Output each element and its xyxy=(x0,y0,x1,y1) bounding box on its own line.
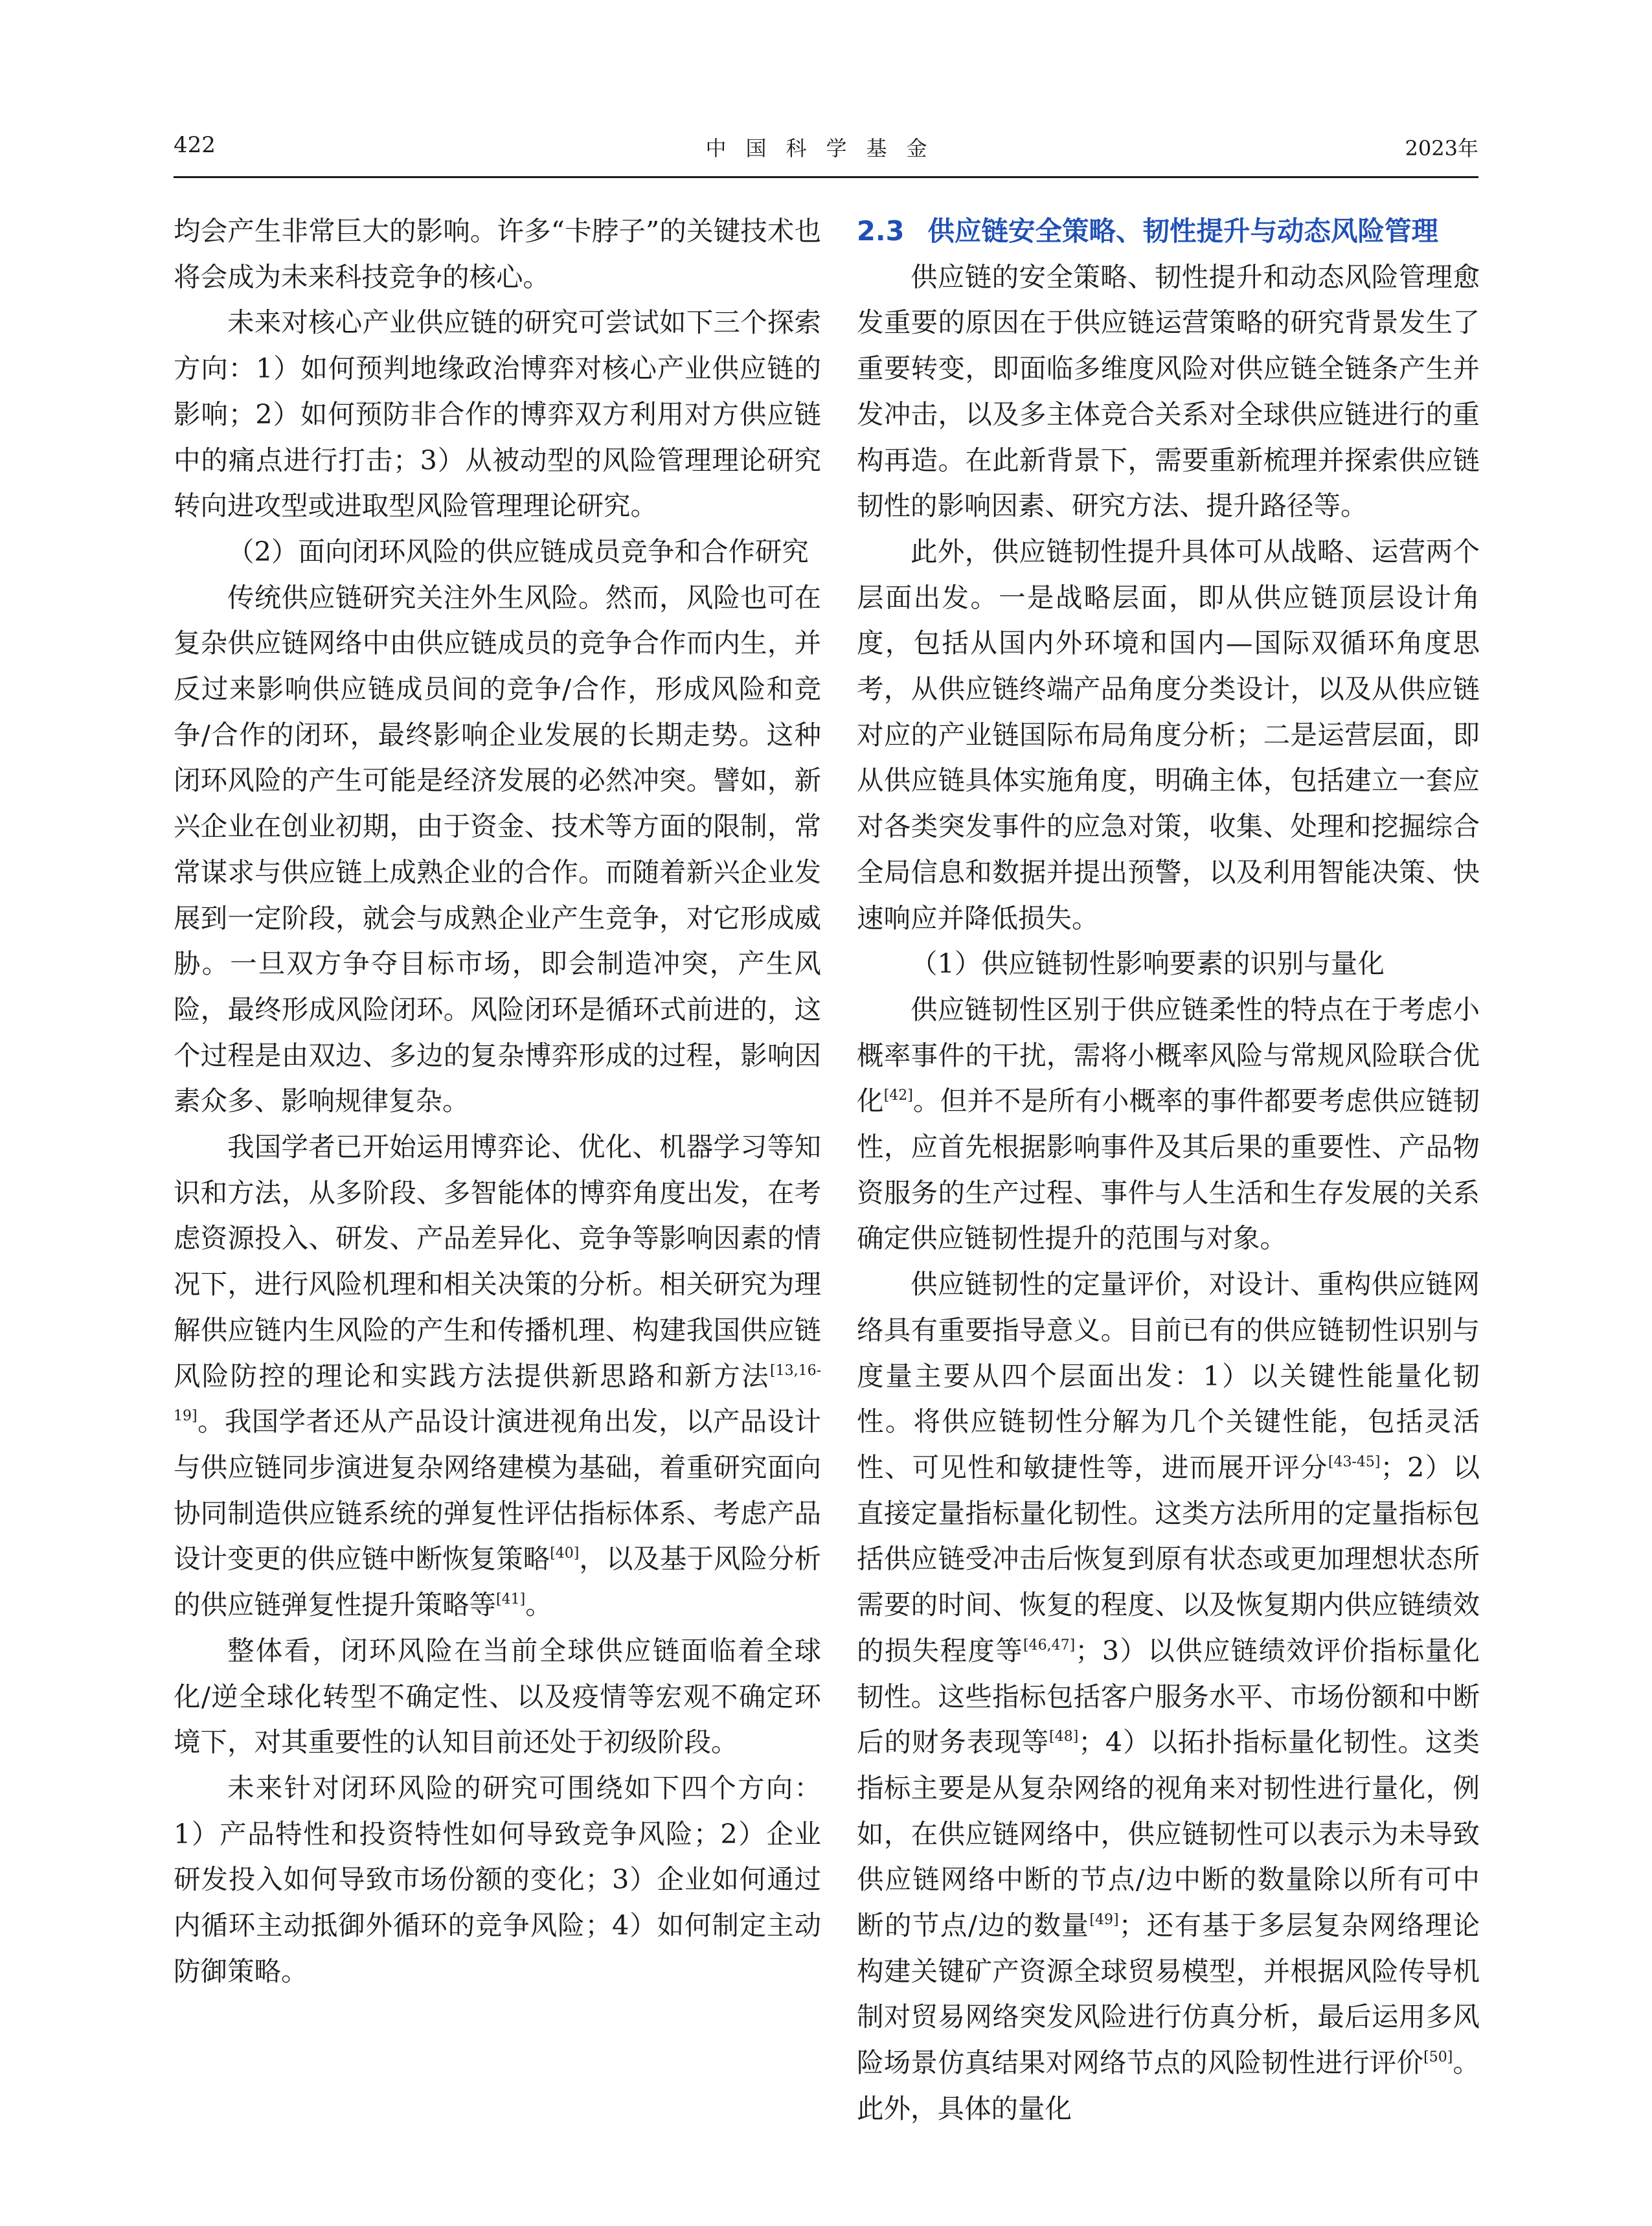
citation: [48] xyxy=(1049,1729,1079,1745)
paragraph: 未来针对闭环风险的研究可围绕如下四个方向：1）产品特性和投资特性如何导致竞争风险；2）企业研发投入如何导致市场份额的变化；3）企业如何通过内循环主动抵御外循环的竞争风险；4）如何制定主动防御策略。 xyxy=(174,1771,821,1987)
text-run: 。 xyxy=(525,1589,552,1621)
text-run: 。此外，具体的量化 xyxy=(857,2047,1480,2124)
publication-year: 2023年 xyxy=(1405,136,1478,161)
text-run: 。但并不是所有小概率的事件都要考虑供应链韧性，应首先根据影响事件及其后果的重要性、产品物资服务的生产过程、事件与人生活和生存发展的关系确定供应链韧性提升的范围与对象。 xyxy=(857,1085,1480,1255)
journal-name: 中国科学基金 xyxy=(705,136,947,161)
page-number: 422 xyxy=(174,132,216,158)
text-run: 供应链韧性区别于供应链柔性的特点在于考虑小概率事件的干扰，需将小概率风险与常规风险联合优化 xyxy=(857,993,1480,1117)
text-run: 。我国学者还从产品设计演进视角出发，以产品设计与供应链同步演进复杂网络建模为基础，着重研究面向协同制造供应链系统的弹复性评估指标体系、考虑产品设计变更的供应链中断恢复策略 xyxy=(174,1405,821,1575)
section-number: 2.3 xyxy=(857,215,905,247)
text-run: ；3）以供应链绩效评价指标量化韧性。这些指标包括客户服务水平、市场份额和中断后的财务表现等 xyxy=(857,1634,1480,1758)
paragraph: 供应链的安全策略、韧性提升和动态风险管理愈发重要的原因在于供应链运营策略的研究背景发生了重要转变，即面临多维度风险对供应链全链条产生并发冲击，以及多主体竞合关系对全球供应链进行的重构再造。在此新背景下，需要重新梳理并探索供应链韧性的影响因素、研究方法、提升路径等。 xyxy=(857,260,1480,522)
paragraph: 此外，供应链韧性提升具体可从战略、运营两个层面出发。一是战略层面，即从供应链顶层设计角度，包括从国内外环境和国内—国际双循环角度思考，从供应链终端产品角度分类设计，以及从供应链对应的产业链国际布局角度分析；二是运营层面，即从供应链具体实施角度，明确主体，包括建立一套应对各类突发事件的应急对策，收集、处理和挖掘综合全局信息和数据并提出预警，以及利用智能决策、快速响应并降低损失。 xyxy=(857,535,1480,934)
text-run: 我国学者已开始运用博弈论、优化、机器学习等知识和方法，从多阶段、多智能体的博弈角度出发，在考虑资源投入、研发、产品差异化、竞争等影响因素的情况下，进行风险机理和相关决策的分析。相关研究为理解供应链内生风险的产生和传播机理、构建我国供应链风险防控的理论和实践方法提供新思路和新方法 xyxy=(174,1131,821,1392)
paragraph: 未来对核心产业供应链的研究可尝试如下三个探索方向：1）如何预判地缘政治博弈对核心产业供应链的影响；2）如何预防非合作的博弈双方利用对方供应链中的痛点进行打击；3）从被动型的风险管理理论研究转向进攻型或进取型风险管理理论研究。 xyxy=(174,306,821,522)
right-column xyxy=(857,209,1480,2132)
citation: [42] xyxy=(883,1087,913,1104)
citation: [13,16-19] xyxy=(174,1362,821,1425)
subsection-heading: （1）供应链韧性影响要素的识别与量化 xyxy=(911,948,1385,980)
paragraph: 整体看，闭环风险在当前全球供应链面临着全球化/逆全球化转型不确定性、以及疫情等宏观不确定环境下，对其重要性的认知目前还处于初级阶段。 xyxy=(174,1634,821,1758)
text-run: 供应链韧性的定量评价，对设计、重构供应链网络具有重要指导意义。目前已有的供应链韧性识别与度量主要从四个层面出发：1）以关键性能量化韧性。将供应链韧性分解为几个关键性能，包括灵活性、可见性和敏捷性等，进而展开评分 xyxy=(857,1268,1480,1483)
citation: [43-45] xyxy=(1328,1453,1381,1470)
text-run: ；4）以拓扑指标量化韧性。这类指标主要是从复杂网络的视角来对韧性进行量化，例如，在供应链网络中，供应链韧性可以表示为未导致供应链网络中断的节点/边中断的数量除以所有可中断的节点/边的数量 xyxy=(857,1726,1480,1942)
section-title: 供应链安全策略、韧性提升与动态风险管理 xyxy=(927,215,1439,247)
citation: [46,47] xyxy=(1023,1637,1076,1653)
text-run: ；2）以直接定量指标量化韧性。这类方法所用的定量指标包括供应链受冲击后恢复到原有状态或更加理想状态所需要的时间、恢复的程度、以及恢复期内供应链绩效的损失程度等 xyxy=(857,1451,1480,1666)
paragraph: 均会产生非常巨大的影响。许多“卡脖子”的关键技术也将会成为未来科技竞争的核心。 xyxy=(174,215,821,293)
header-rule xyxy=(174,176,1478,178)
paragraph: 传统供应链研究关注外生风险。然而，风险也可在复杂供应链网络中由供应链成员的竞争合作而内生，并反过来影响供应链成员间的竞争/合作，形成风险和竞争/合作的闭环，最终影响企业发展的长期走势。这种闭环风险的产生可能是经济发展的必然冲突。譬如，新兴企业在创业初期，由于资金、技术等方面的限制，常常谋求与供应链上成熟企业的合作。而随着新兴企业发展到一定阶段，就会与成熟企业产生竞争，对它形成威胁。一旦双方争夺目标市场，即会制造冲突，产生风险，最终形成风险闭环。风险闭环是循环式前进的，这个过程是由双边、多边的复杂博弈形成的过程，影响因素众多、影响规律复杂。 xyxy=(174,581,821,1117)
paragraph xyxy=(857,1262,1480,2131)
citation: [49] xyxy=(1089,1912,1119,1929)
paragraph xyxy=(857,987,1480,1262)
citation: [40] xyxy=(550,1545,580,1562)
text-run: ，以及基于风险分析的供应链弹复性提升策略等 xyxy=(174,1543,821,1621)
text-run: ；还有基于多层复杂网络理论构建关键矿产资源全球贸易模型，并根据风险传导机制对贸易网络突发风险进行仿真分析，最后运用多风险场景仿真结果对网络节点的风险韧性进行评价 xyxy=(857,1909,1480,2079)
subsection-heading: （2）面向闭环风险的供应链成员竞争和合作研究 xyxy=(227,535,809,567)
left-column xyxy=(174,209,821,1994)
citation: [41] xyxy=(496,1591,526,1608)
citation: [50] xyxy=(1423,2049,1453,2066)
paragraph xyxy=(174,1124,821,1628)
section-heading xyxy=(857,209,1480,255)
running-header xyxy=(174,130,1478,175)
